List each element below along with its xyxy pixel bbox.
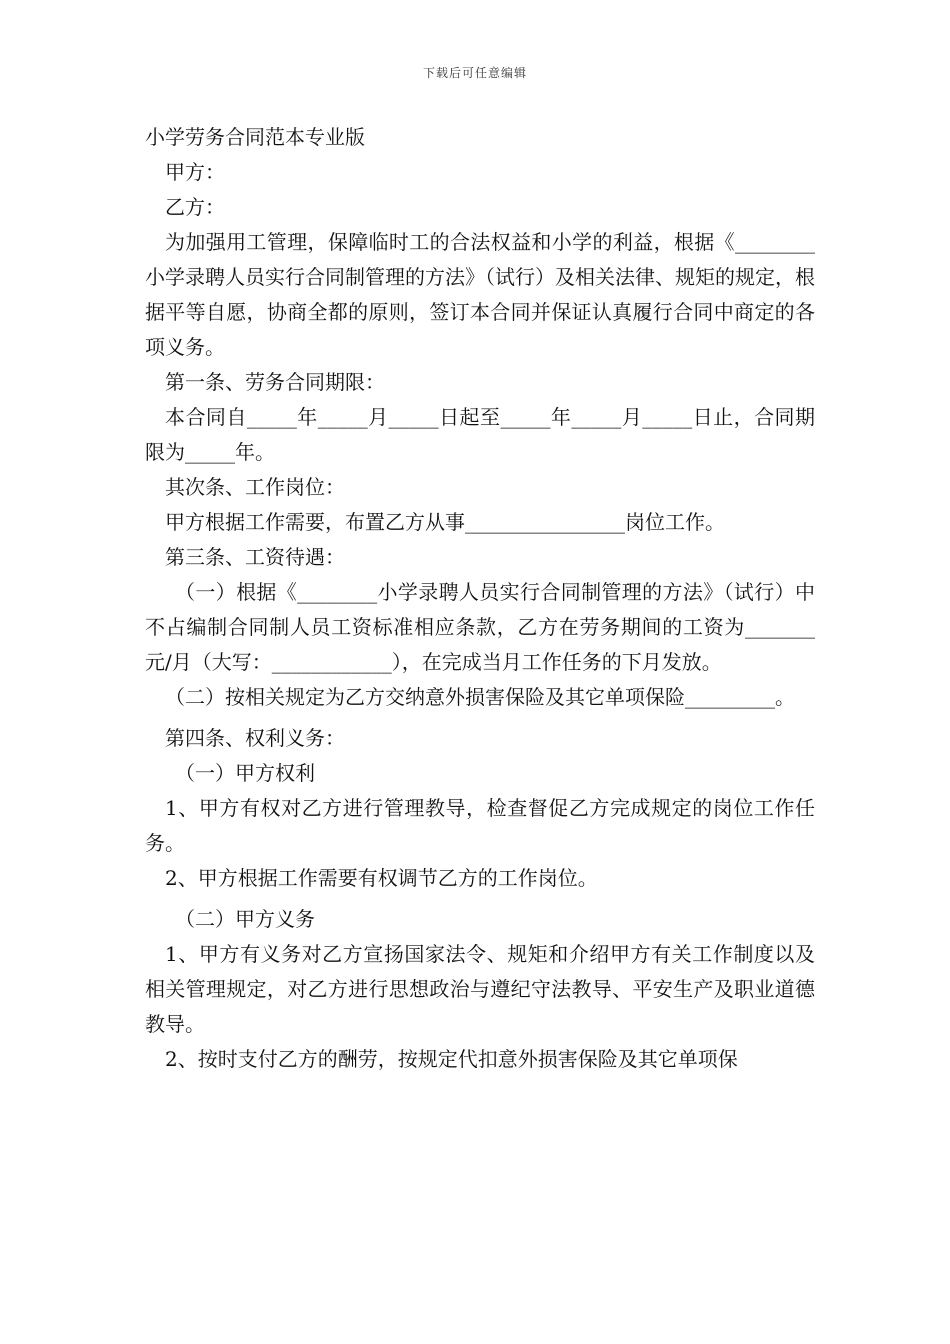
- party-a-right-1: 1、甲方有权对乙方进行管理教导，检查督促乙方完成规定的岗位工作任务。: [145, 796, 815, 855]
- party-a-duty-1: 1、甲方有义务对乙方宣扬国家法令、规矩和介绍甲方有关工作制度以及相关管理规定，对乙方进行思想政治与遵纪守法教导、平安生产及职业道德教导。: [145, 942, 815, 1036]
- document-title: 小学劳务合同范本专业版: [145, 125, 365, 149]
- party-b-line: 乙方：: [165, 195, 225, 219]
- document-body: [145, 120, 815, 1077]
- article-1-heading: 第一条、劳务合同期限：: [165, 370, 385, 394]
- article-3-item-1: （一）根据《________小学录聘人员实行合同制管理的方法》（试行）中不占编制合同制人员工资标准相应条款，乙方在劳务期间的工资为_______元/月（大写：____________），在完成当月工作任务的下月发放。: [145, 580, 815, 674]
- party-a-line: 甲方：: [165, 160, 225, 184]
- article-3-heading: 第三条、工资待遇：: [165, 545, 345, 569]
- party-a-rights-heading: （一）甲方权利: [175, 761, 315, 785]
- header-note: 下载后可任意编辑: [422, 66, 527, 80]
- party-a-duty-2: 2、按时支付乙方的酬劳，按规定代扣意外损害保险及其它单项保: [165, 1047, 738, 1071]
- article-3-item-2: （二）按相关规定为乙方交纳意外损害保险及其它单项保险_________。: [165, 685, 795, 709]
- party-a-duties-heading: （二）甲方义务: [175, 907, 315, 931]
- article-2-body: 甲方根据工作需要，布置乙方从事________________岗位工作。: [165, 510, 725, 534]
- article-4-heading: 第四条、权利义务：: [165, 726, 345, 750]
- article-1-body: 本合同自_____年_____月_____日起至_____年_____月_____日止，合同期限为_____年。: [145, 405, 815, 464]
- party-a-right-2: 2、甲方根据工作需要有权调节乙方的工作岗位。: [165, 866, 598, 890]
- intro-paragraph: 为加强用工管理，保障临时工的合法权益和小学的利益，根据《________小学录聘人员实行合同制管理的方法》（试行）及相关法律、规矩的规定，根据平等自愿，协商全都的原则，签订本合同并保证认真履行合同中商定的各项义务。: [145, 230, 815, 359]
- article-2-heading: 其次条、工作岗位：: [165, 475, 345, 499]
